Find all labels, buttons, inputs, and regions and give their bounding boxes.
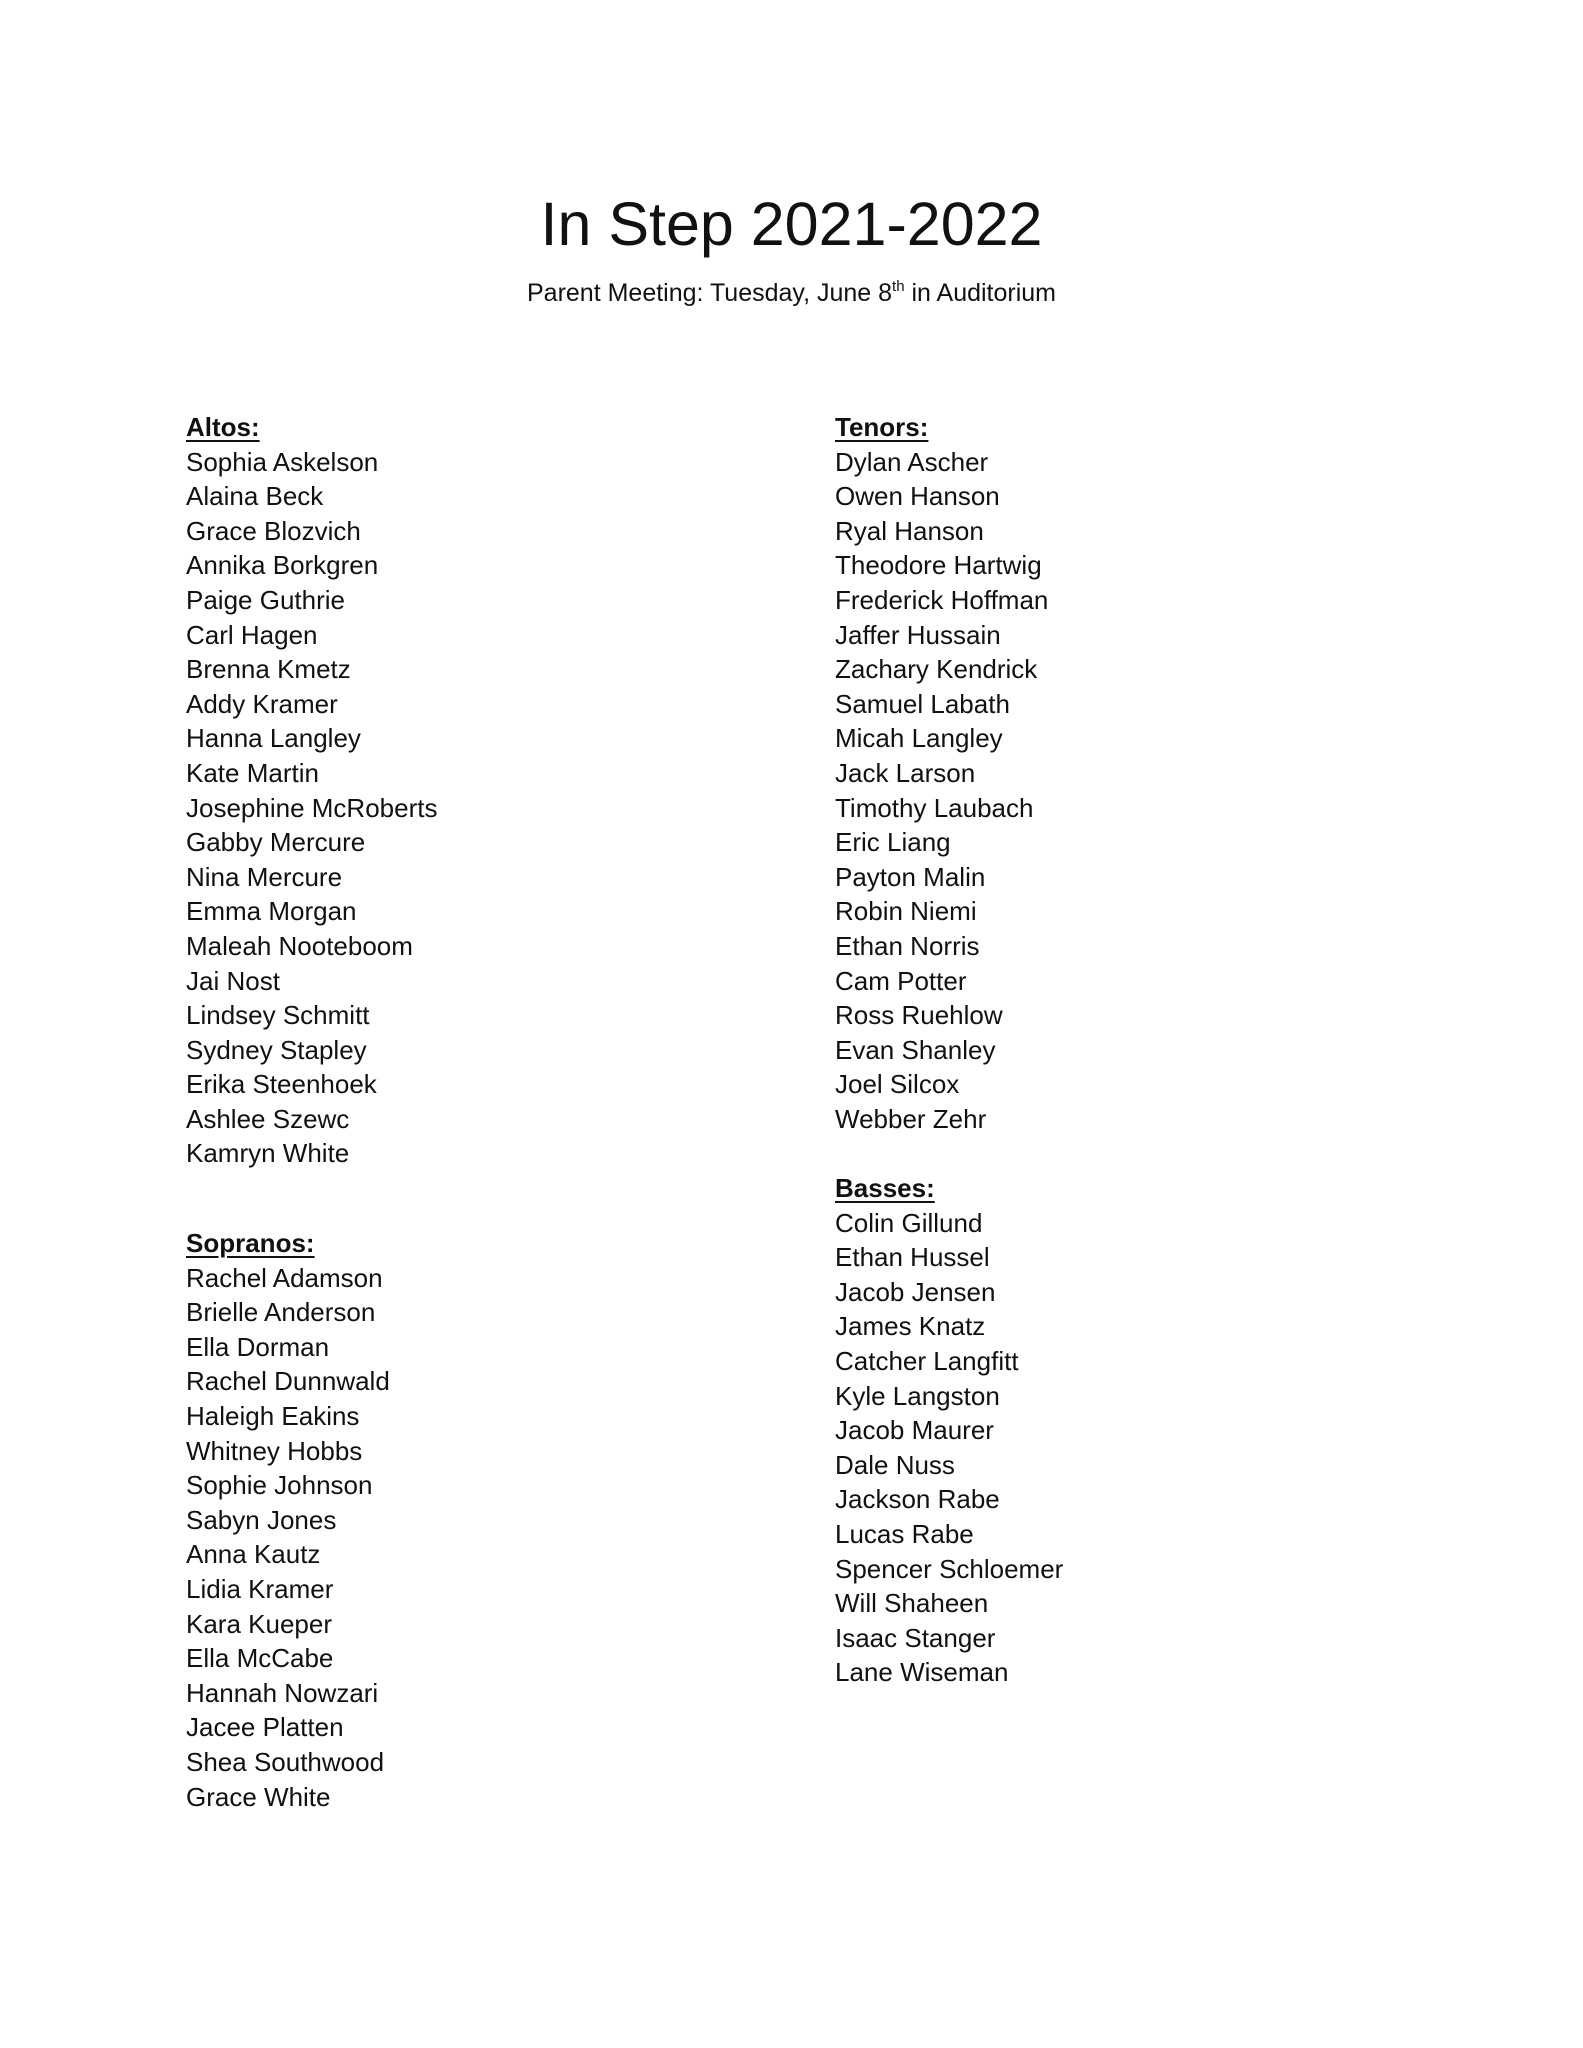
bass-name: Jacob Jensen bbox=[835, 1276, 996, 1307]
alto-name: Paige Guthrie bbox=[186, 584, 345, 615]
soprano-name: Ella McCabe bbox=[186, 1643, 334, 1674]
tenor-name: Owen Hanson bbox=[835, 481, 1000, 512]
alto-name: Alaina Beck bbox=[186, 481, 324, 512]
bass-name: Dale Nuss bbox=[835, 1449, 955, 1480]
alto-name: Ashlee Szewc bbox=[186, 1103, 350, 1134]
altos-list bbox=[186, 445, 437, 1171]
soprano-name: Kara Kueper bbox=[186, 1608, 332, 1639]
alto-name: Emma Morgan bbox=[186, 896, 357, 927]
meeting-info-location: in Auditorium bbox=[904, 279, 1057, 307]
tenor-name: Jaffer Hussain bbox=[835, 619, 1001, 650]
bass-name: Kyle Langston bbox=[835, 1380, 1000, 1411]
alto-name: Hanna Langley bbox=[186, 723, 361, 754]
page-title: In Step 2021-2022 bbox=[540, 190, 1043, 258]
alto-name: Nina Mercure bbox=[186, 861, 343, 892]
alto-name: Kamryn White bbox=[186, 1138, 350, 1169]
tenor-name: Ross Ruehlow bbox=[835, 1000, 1003, 1031]
tenor-name: Samuel Labath bbox=[835, 688, 1010, 719]
bass-name: Catcher Langfitt bbox=[835, 1346, 1019, 1377]
tenor-name: Dylan Ascher bbox=[835, 446, 989, 477]
basses-heading: Basses: bbox=[835, 1173, 935, 1204]
bass-name: Lane Wiseman bbox=[835, 1657, 1009, 1688]
alto-name: Sydney Stapley bbox=[186, 1034, 367, 1065]
left-column bbox=[186, 410, 437, 1814]
soprano-name: Sophie Johnson bbox=[186, 1470, 373, 1501]
bass-name: Isaac Stanger bbox=[835, 1622, 996, 1653]
bass-name: Spencer Schloemer bbox=[835, 1553, 1064, 1584]
meeting-info bbox=[0, 278, 1583, 308]
bass-name: Jacob Maurer bbox=[835, 1415, 994, 1446]
section-spacer bbox=[835, 1136, 1063, 1171]
tenor-name: Frederick Hoffman bbox=[835, 584, 1049, 615]
tenor-name: Robin Niemi bbox=[835, 896, 977, 927]
meeting-info-superscript: th bbox=[892, 278, 905, 295]
soprano-name: Shea Southwood bbox=[186, 1746, 385, 1777]
tenor-name: Eric Liang bbox=[835, 827, 951, 858]
soprano-name: Hannah Nowzari bbox=[186, 1677, 379, 1708]
tenor-name: Webber Zehr bbox=[835, 1103, 987, 1134]
alto-name: Gabby Mercure bbox=[186, 827, 366, 858]
sopranos-list bbox=[186, 1261, 437, 1815]
soprano-name: Brielle Anderson bbox=[186, 1297, 376, 1328]
tenor-name: Zachary Kendrick bbox=[835, 654, 1038, 685]
alto-name: Kate Martin bbox=[186, 757, 319, 788]
tenor-name: Jack Larson bbox=[835, 757, 976, 788]
soprano-name: Lidia Kramer bbox=[186, 1574, 334, 1604]
soprano-name: Grace White bbox=[186, 1781, 331, 1812]
bass-name: James Knatz bbox=[835, 1311, 986, 1342]
alto-name: Erika Steenhoek bbox=[186, 1069, 377, 1100]
sopranos-heading: Sopranos: bbox=[186, 1228, 315, 1259]
soprano-name: Ella Dorman bbox=[186, 1331, 330, 1362]
bass-name: Lucas Rabe bbox=[835, 1519, 974, 1549]
basses-list bbox=[835, 1206, 1063, 1690]
alto-name: Brenna Kmetz bbox=[186, 654, 351, 685]
tenor-name: Ethan Norris bbox=[835, 930, 980, 961]
alto-name: Addy Kramer bbox=[186, 688, 338, 719]
tenor-name: Evan Shanley bbox=[835, 1034, 996, 1065]
bass-name: Ethan Hussel bbox=[835, 1242, 990, 1273]
soprano-name: Haleigh Eakins bbox=[186, 1401, 360, 1432]
tenor-name: Micah Langley bbox=[835, 723, 1003, 754]
alto-name: Grace Blozvich bbox=[186, 515, 361, 546]
alto-name: Josephine McRoberts bbox=[186, 792, 438, 823]
soprano-name: Rachel Dunnwald bbox=[186, 1366, 390, 1397]
alto-name: Sophia Askelson bbox=[186, 446, 379, 477]
tenors-heading: Tenors: bbox=[835, 412, 929, 442]
alto-name: Jai Nost bbox=[186, 965, 280, 996]
soprano-name: Jacee Platten bbox=[186, 1712, 344, 1743]
soprano-name: Whitney Hobbs bbox=[186, 1435, 363, 1466]
tenors-list bbox=[835, 445, 1063, 1137]
section-spacer bbox=[186, 1171, 437, 1226]
tenor-name: Ryal Hanson bbox=[835, 515, 984, 546]
alto-name: Maleah Nooteboom bbox=[186, 930, 413, 961]
bass-name: Colin Gillund bbox=[835, 1207, 983, 1238]
altos-heading: Altos: bbox=[186, 412, 260, 442]
tenor-name: Payton Malin bbox=[835, 861, 986, 892]
tenor-name: Cam Potter bbox=[835, 965, 967, 996]
alto-name: Lindsey Schmitt bbox=[186, 1000, 370, 1031]
right-column bbox=[835, 410, 1063, 1690]
soprano-name: Rachel Adamson bbox=[186, 1262, 383, 1293]
meeting-info-text: Parent Meeting: Tuesday, June 8 bbox=[526, 279, 893, 307]
bass-name: Will Shaheen bbox=[835, 1588, 989, 1619]
bass-name: Jackson Rabe bbox=[835, 1484, 1000, 1515]
tenor-name: Theodore Hartwig bbox=[835, 550, 1042, 581]
alto-name: Annika Borkgren bbox=[186, 550, 379, 581]
tenor-name: Timothy Laubach bbox=[835, 792, 1034, 823]
alto-name: Carl Hagen bbox=[186, 619, 318, 650]
tenor-name: Joel Silcox bbox=[835, 1069, 960, 1100]
soprano-name: Anna Kautz bbox=[186, 1539, 321, 1570]
soprano-name: Sabyn Jones bbox=[186, 1504, 337, 1535]
